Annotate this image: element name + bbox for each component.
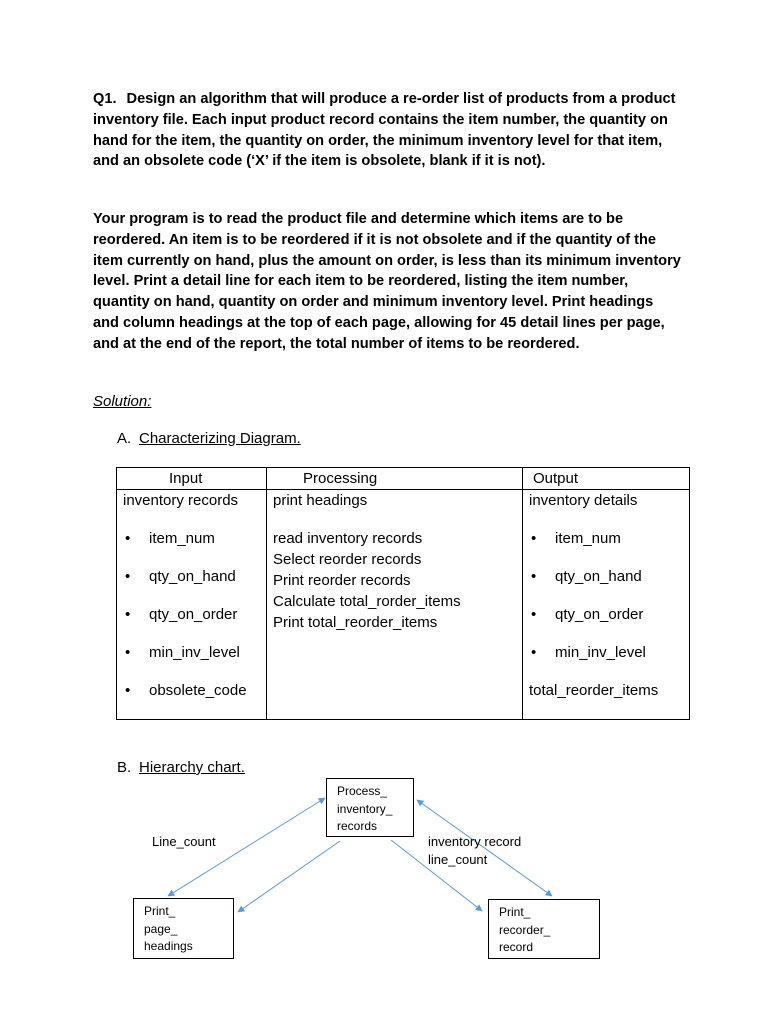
input-item-label: obsolete_code — [149, 682, 247, 699]
left-child-line: Print_ — [144, 904, 176, 918]
right-child-line: record — [499, 940, 534, 954]
section-b-letter: B. — [117, 759, 132, 776]
section-b-title: Hierarchy chart. — [139, 759, 245, 776]
section-a-title: Characterizing Diagram. — [139, 430, 301, 447]
hierarchy-print-headings-box — [133, 898, 234, 959]
hierarchy-print-record-box — [488, 899, 600, 959]
list-item: Select reorder records — [273, 551, 422, 568]
root-line: Process_ — [337, 784, 388, 798]
right-child-line: recorder_ — [499, 922, 551, 937]
left-child-line: headings — [144, 939, 193, 953]
processing-first-step: print headings — [273, 492, 368, 509]
requirements-paragraph: Your program is to read the product file and determine which items are to be reordered. An item is to be reordered if it is not obsolete and if the quantity of the item currently on hand, plus the amount on order, is less than its minimum inventory level. Print a detail line for each item to be reordered, listing the item number, quantity on hand, quantity on order and minimum inventory level. Print headings and column headings at the top of each page, allowing for 45 detail lines per page, and at the end of the report, the total number of items to be reordered. — [93, 211, 681, 352]
input-item-label: min_inv_level — [149, 644, 240, 661]
header-output: Output — [523, 468, 690, 490]
bullet-icon: • — [125, 682, 131, 699]
list-item: Print reorder records — [273, 572, 411, 589]
right-flow-label — [428, 833, 521, 869]
bullet-icon: • — [531, 568, 537, 585]
question-text: Design an algorithm that will produce a re-order list of products from a product inventory file. Each input product record contains the item number, the quantity on hand for the item, the quantity on order, the minimum inventory level for that item, and an obsolete code (‘X’ if the item is obsolete, blank if it is not). — [93, 91, 676, 170]
header-processing: Processing — [267, 468, 523, 490]
header-input: Input — [117, 468, 267, 490]
input-item-label: qty_on_hand — [149, 568, 236, 585]
bullet-icon: • — [531, 606, 537, 623]
list-item: Print total_reorder_items — [273, 614, 438, 631]
output-item-label: item_num — [555, 530, 621, 547]
bullet-icon: • — [125, 606, 131, 623]
list-item: Calculate total_rorder_items — [273, 593, 461, 610]
left-child-line: page_ — [144, 921, 178, 936]
input-item-label: qty_on_order — [149, 606, 238, 623]
bullet-icon: • — [125, 644, 131, 661]
input-item-label: item_num — [149, 530, 215, 547]
right-child-line: Print_ — [499, 905, 531, 919]
solution-label: Solution: — [93, 393, 152, 410]
bullet-icon: • — [531, 644, 537, 661]
root-line: records — [337, 819, 378, 833]
output-item-label: qty_on_hand — [555, 568, 642, 585]
bullet-icon: • — [125, 568, 131, 585]
output-total: total_reorder_items — [529, 682, 659, 699]
left-flow-label: Line_count — [152, 834, 216, 849]
output-item-label: qty_on_order — [555, 606, 644, 623]
right-flow-label-line: line_count — [428, 852, 488, 867]
bullet-icon: • — [531, 530, 537, 547]
root-line: inventory_ — [337, 801, 393, 816]
output-title: inventory details — [529, 492, 638, 509]
input-title: inventory records — [123, 492, 239, 509]
output-item-label: min_inv_level — [555, 644, 646, 661]
arrow-print-headings-to-root — [238, 841, 340, 912]
bullet-icon: • — [125, 530, 131, 547]
right-flow-label-line: inventory record — [428, 834, 522, 849]
hierarchy-root-box — [326, 778, 414, 837]
question-label: Q1. — [93, 91, 117, 107]
section-a-letter: A. — [117, 430, 132, 447]
list-item: read inventory records — [273, 530, 423, 547]
